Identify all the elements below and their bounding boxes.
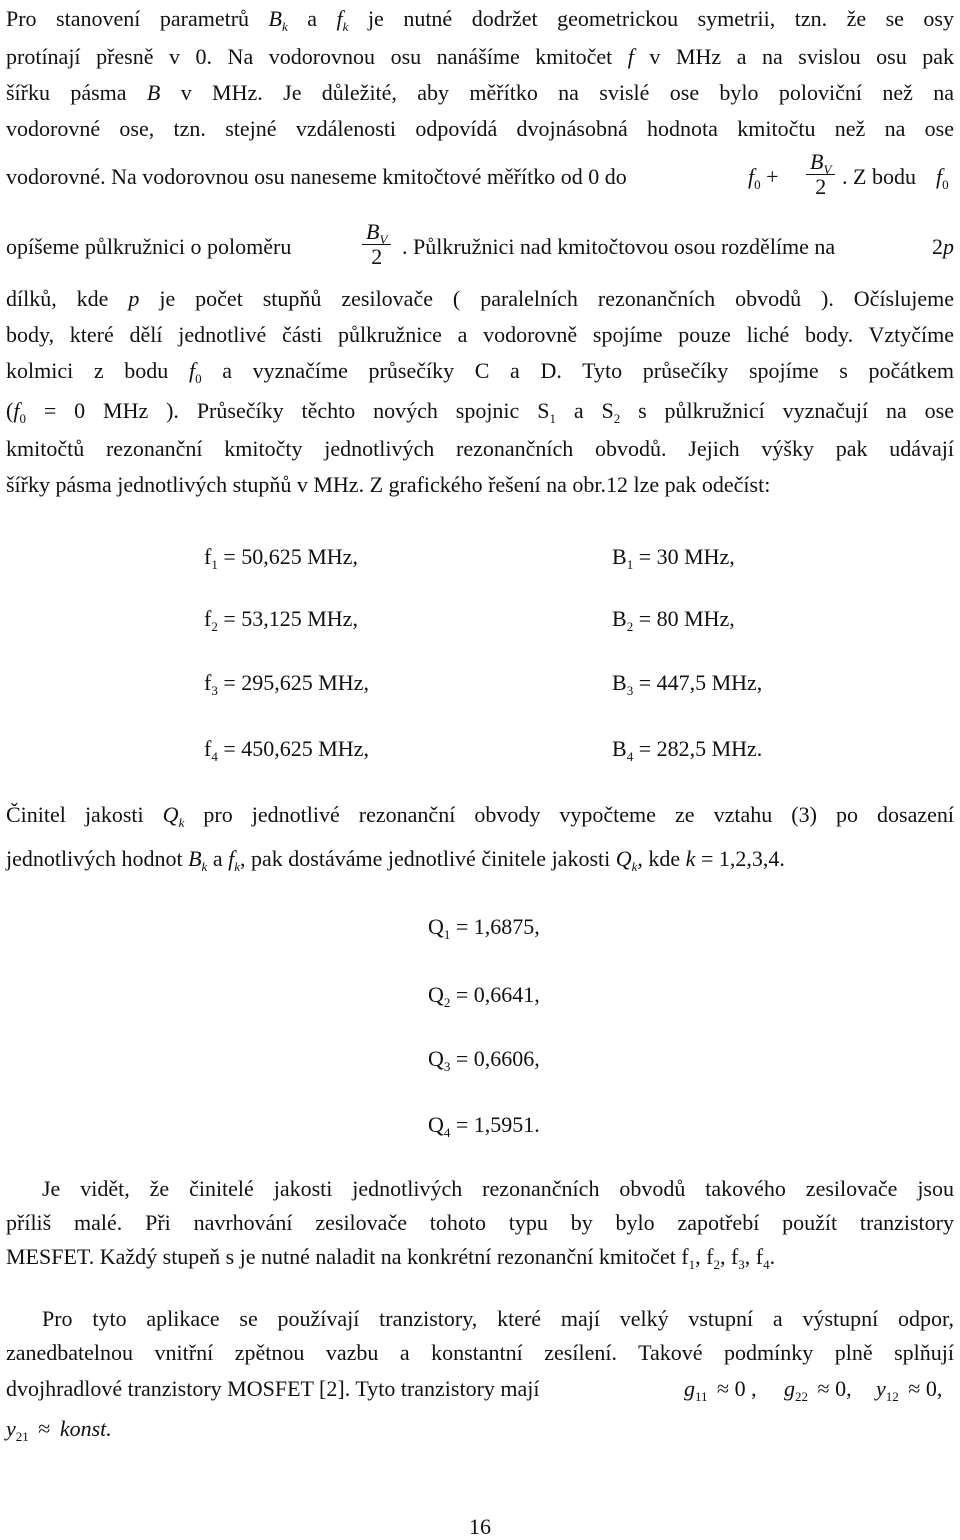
text-line: protínají přesně v 0. Na vodorovnou osu nanášíme kmitočet f v MHz a na svislou osu pak — [6, 44, 954, 69]
text-line: dvojhradlové tranzistory MOSFET [2]. Tyto tranzistory mají $g_{11} \approx 0$ , $g_{22} \approx 0$, $y_{12} \approx 0$, — [6, 1376, 943, 1404]
fraction-bv-half: $\frac{B_V}{2}$ — [806, 150, 835, 199]
quality-factor-value: $Q_3 = 0,6606$, — [428, 1046, 540, 1074]
frequency-value: $f_3 = 295,625$ MHz, — [204, 670, 369, 698]
frequency-value: $f_1 = 50,625$ MHz, — [204, 544, 358, 572]
text-line: Pro stanovení parametrů $B_k$ a $f_k$ je nutné dodržet geometrickou symetrii, tzn. že se osy — [6, 6, 954, 34]
text-line: Je vidět, že činitelé jakosti jednotlivých rezonančních obvodů takového zesilovače jsou — [42, 1176, 954, 1201]
page-number: 16 — [469, 1514, 491, 1539]
text-line: ($f_0 = 0$ MHz ). Průsečíky těchto nových spojnic $S_1$ a $S_2$ s půlkružnicí vyznačují na ose — [6, 398, 955, 426]
bandwidth-value: $B_3 = 447,5$ MHz, — [612, 670, 763, 698]
text-line: dílků, kde p je počet stupňů zesilovače ( paralelních rezonančních obvodů ). Očíslujeme — [6, 286, 954, 311]
bandwidth-value: $B_2 = 80$ MHz, — [612, 606, 735, 634]
quality-factor-value: $Q_4 = 1,5951$. — [428, 1112, 540, 1140]
text-line: kmitočtů rezonanční kmitočty jednotlivých rezonančních obvodů. Jejich výšky pak udávají — [6, 436, 954, 461]
bandwidth-value: $B_1 = 30$ MHz, — [612, 544, 735, 572]
text-line: šířku pásma B v MHz. Je důležité, aby měřítko na svislé ose bylo poloviční než na — [6, 80, 954, 105]
frequency-value: $f_4 = 450,625$ MHz, — [204, 736, 369, 764]
quality-factor-value: $Q_2 = 0,6641$, — [428, 982, 540, 1010]
text-line: šířky pásma jednotlivých stupňů v MHz. Z grafického řešení na obr.12 lze pak odečíst: — [6, 472, 771, 497]
bandwidth-value: $B_4 = 282,5$ MHz. — [612, 736, 763, 764]
text-line: vodorovné. Na vodorovnou osu naneseme kmitočtové měřítko od 0 do $f_0$ + $\frac{B_V}{2}$ . Z bodu $f_0$ — [6, 149, 949, 199]
text-line: jednotlivých hodnot $B_k$ a $f_k$, pak dostáváme jednotlivé činitele jakosti $Q_k$, kde k = 1,2,3,4. — [6, 846, 785, 874]
text-line: MESFET. Každý stupeň s je nutné naladit na konkrétní rezonanční kmitočet $f_1$, $f_2$, $f_3$, $f_4$. — [6, 1244, 776, 1272]
frequency-value: $f_2 = 53,125$ MHz, — [204, 606, 358, 634]
text-line: vodorovné ose, tzn. stejné vzdálenosti odpovídá dvojnásobná hodnota kmitočtu než na ose — [6, 116, 954, 141]
text-line: zanedbatelnou vnitřní zpětnou vazbu a konstantní zesílení. Takové podmínky plně splňují — [6, 1340, 954, 1365]
fraction-bv-half: $\frac{B_V}{2}$ — [362, 220, 391, 269]
text-line: kolmici z bodu $f_0$ a vyznačíme průsečíky C a D. Tyto průsečíky spojíme s počátkem — [6, 358, 955, 386]
text-line: příliš malé. Při navrhování zesilovače tohoto typu by bylo zapotřebí použít tranzistory — [6, 1210, 954, 1235]
text-line: $y_{21}$ ≈ konst. — [6, 1416, 112, 1444]
text-line: body, které dělí jednotlivé části půlkružnice a vodorovně spojíme pouze liché body. Vztyčíme — [6, 322, 954, 347]
quality-factor-value: $Q_1 = 1,6875$, — [428, 914, 540, 942]
text-line: Pro tyto aplikace se používají tranzistory, které mají velký vstupní a výstupní odpor, — [42, 1306, 954, 1331]
text-line: opíšeme půlkružnici o poloměru $\frac{B_V}{2}$ . Půlkružnici nad kmitočtovou osou rozdělíme na 2p — [6, 219, 954, 269]
text-line: Činitel jakosti $Q_k$ pro jednotlivé rezonanční obvody vypočteme ze vztahu (3) po dosazení — [6, 802, 954, 830]
